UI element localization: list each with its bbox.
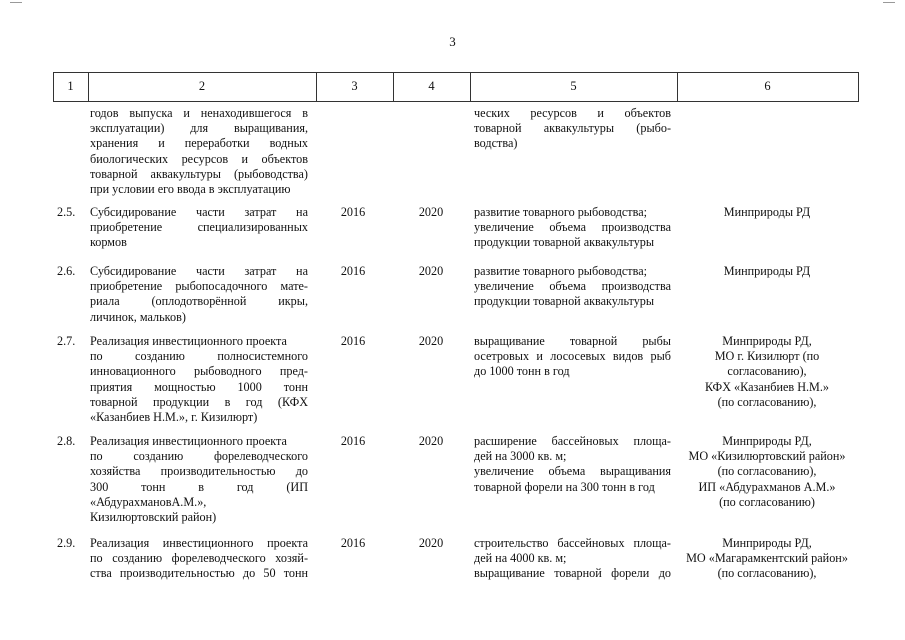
measure-name bbox=[90, 264, 308, 325]
page-number: 3 bbox=[449, 34, 456, 49]
executor bbox=[677, 334, 857, 410]
text-line: товарной аквакультуры (рыбоводства) bbox=[90, 166, 308, 181]
text-line: годов выпуска и ненаходившегося в bbox=[90, 106, 308, 120]
executor bbox=[677, 264, 857, 279]
text-line: хозяйства производительностью до bbox=[90, 464, 308, 479]
scan-mark-top-left bbox=[10, 2, 22, 3]
text-line: выращивание товарной форели до bbox=[474, 566, 671, 581]
row-number: 2.6. bbox=[57, 264, 76, 278]
text-line: увеличение объема выращивания bbox=[474, 464, 671, 479]
text-line: Минприроды РД bbox=[723, 264, 811, 278]
text-line: личинок, мальков) bbox=[90, 309, 186, 324]
measure-name bbox=[90, 536, 308, 582]
header-divider bbox=[858, 72, 859, 102]
text-line: Реализация инвестиционного проекта bbox=[90, 536, 308, 550]
text-line: инновационного рыбоводного пред- bbox=[90, 364, 308, 379]
text-line: приятия мощностью 1000 тонн bbox=[90, 379, 308, 394]
text-line: «АбдурахмановА.М.», bbox=[90, 494, 207, 509]
header-col-2: 2 bbox=[198, 79, 206, 93]
text-line: КФХ «Казанбиев Н.М.» bbox=[704, 379, 830, 394]
text-line: МО «Кизилюртовский район» bbox=[688, 449, 846, 464]
text-line: Минприроды РД, bbox=[722, 334, 812, 348]
measure-name bbox=[90, 434, 308, 525]
text-line: кормов bbox=[90, 235, 127, 250]
text-line: хранения и переработки водных bbox=[90, 136, 308, 151]
text-line: строительство бассейновых площа- bbox=[474, 536, 671, 550]
start-year: 2016 bbox=[340, 334, 366, 348]
text-line: риала (оплодотворённой икры, bbox=[90, 294, 308, 309]
expected-result bbox=[474, 536, 671, 582]
text-line: «Казанбиев Н.М.», г. Кизилюрт) bbox=[90, 410, 258, 425]
header-col-6: 6 bbox=[764, 79, 771, 93]
text-line: расширение бассейновых площа- bbox=[474, 434, 671, 448]
text-line: по созданию полносистемного bbox=[90, 349, 308, 364]
text-line: увеличение объема производства bbox=[474, 279, 671, 294]
text-line: МО «Магарамкентский район» bbox=[686, 551, 848, 566]
text-line: развитие товарного рыбоводства; bbox=[474, 264, 648, 278]
text-line: (по согласованию), bbox=[717, 464, 817, 479]
text-line: Реализация инвестиционного проекта bbox=[90, 334, 287, 348]
executor bbox=[677, 205, 857, 220]
text-line: ИП «Абдурахманов А.М.» bbox=[698, 479, 836, 494]
header-col-4: 4 bbox=[428, 79, 435, 93]
scan-mark-top-right bbox=[883, 2, 895, 3]
row-number: 2.7. bbox=[57, 334, 76, 348]
text-line: эксплуатации) для выращивания, bbox=[90, 121, 308, 136]
measure-name bbox=[90, 334, 308, 425]
start-year: 2016 bbox=[340, 264, 366, 278]
text-line: Субсидирование части затрат на bbox=[90, 205, 308, 219]
text-line: приобретение специализированных bbox=[90, 220, 308, 235]
end-year: 2020 bbox=[418, 536, 444, 550]
text-line: осетровых и лососевых видов рыб bbox=[474, 349, 671, 364]
executor bbox=[677, 536, 857, 582]
text-line: при условии его ввода в эксплуатацию bbox=[90, 182, 291, 197]
text-line: по созданию форелеводческого bbox=[90, 449, 308, 464]
header-top-rule bbox=[53, 72, 858, 73]
text-line: Минприроды РД bbox=[723, 205, 811, 219]
text-line: дей на 3000 кв. м; bbox=[474, 449, 567, 464]
start-year: 2016 bbox=[340, 536, 366, 550]
text-line: до 1000 тонн в год bbox=[474, 364, 570, 379]
expected-result bbox=[474, 434, 671, 495]
start-year: 2016 bbox=[340, 205, 366, 219]
row-number: 2.9. bbox=[57, 536, 76, 550]
text-line: увеличение объема производства bbox=[474, 220, 671, 235]
header-bottom-rule bbox=[53, 101, 858, 102]
header-col-3: 3 bbox=[351, 79, 358, 93]
end-year: 2020 bbox=[418, 334, 444, 348]
text-line: 300 тонн в год (ИП bbox=[90, 479, 308, 494]
text-line: (по согласованию) bbox=[719, 494, 815, 509]
row-number: 2.5. bbox=[57, 205, 76, 219]
end-year: 2020 bbox=[418, 205, 444, 219]
executor bbox=[677, 434, 857, 510]
text-line: (по согласованию), bbox=[717, 394, 817, 409]
end-year: 2020 bbox=[418, 434, 444, 448]
text-line: продукции товарной аквакультуры bbox=[474, 235, 655, 250]
text-line: биологических ресурсов и объектов bbox=[90, 151, 308, 166]
text-line: по созданию форелеводческого хозяй- bbox=[90, 551, 308, 566]
text-line: товарной продукции в год (КФХ bbox=[90, 394, 308, 409]
header-col-5: 5 bbox=[570, 79, 577, 93]
measure-name bbox=[90, 106, 308, 197]
text-line: приобретение рыбопосадочного мате- bbox=[90, 279, 308, 294]
start-year: 2016 bbox=[340, 434, 366, 448]
text-line: водства) bbox=[474, 136, 518, 151]
expected-result bbox=[474, 264, 671, 310]
text-line: (по согласованию), bbox=[717, 566, 817, 581]
text-line: продукции товарной аквакультуры bbox=[474, 294, 655, 309]
text-line: товарной аквакультуры (рыбо- bbox=[474, 121, 671, 136]
text-line: ческих ресурсов и объектов bbox=[474, 106, 671, 120]
text-line: МО г. Кизилюрт (по bbox=[714, 349, 820, 364]
text-line: товарной форели на 300 тонн в год bbox=[474, 479, 655, 494]
text-line: дей на 4000 кв. м; bbox=[474, 551, 567, 566]
row-number: 2.8. bbox=[57, 434, 76, 448]
text-line: Реализация инвестиционного проекта bbox=[90, 434, 287, 448]
text-line: Субсидирование части затрат на bbox=[90, 264, 308, 278]
expected-result bbox=[474, 334, 671, 380]
text-line: выращивание товарной рыбы bbox=[474, 334, 671, 348]
text-line: согласованию), bbox=[727, 364, 807, 379]
header-col-1: 1 bbox=[67, 79, 74, 93]
expected-result bbox=[474, 106, 671, 152]
text-line: развитие товарного рыбоводства; bbox=[474, 205, 648, 219]
end-year: 2020 bbox=[418, 264, 444, 278]
text-line: Минприроды РД, bbox=[722, 536, 812, 550]
text-line: Кизилюртовский район) bbox=[90, 510, 217, 525]
expected-result bbox=[474, 205, 671, 251]
measure-name bbox=[90, 205, 308, 251]
text-line: ства производительностью до 50 тонн bbox=[90, 566, 308, 581]
text-line: Минприроды РД, bbox=[722, 434, 812, 448]
